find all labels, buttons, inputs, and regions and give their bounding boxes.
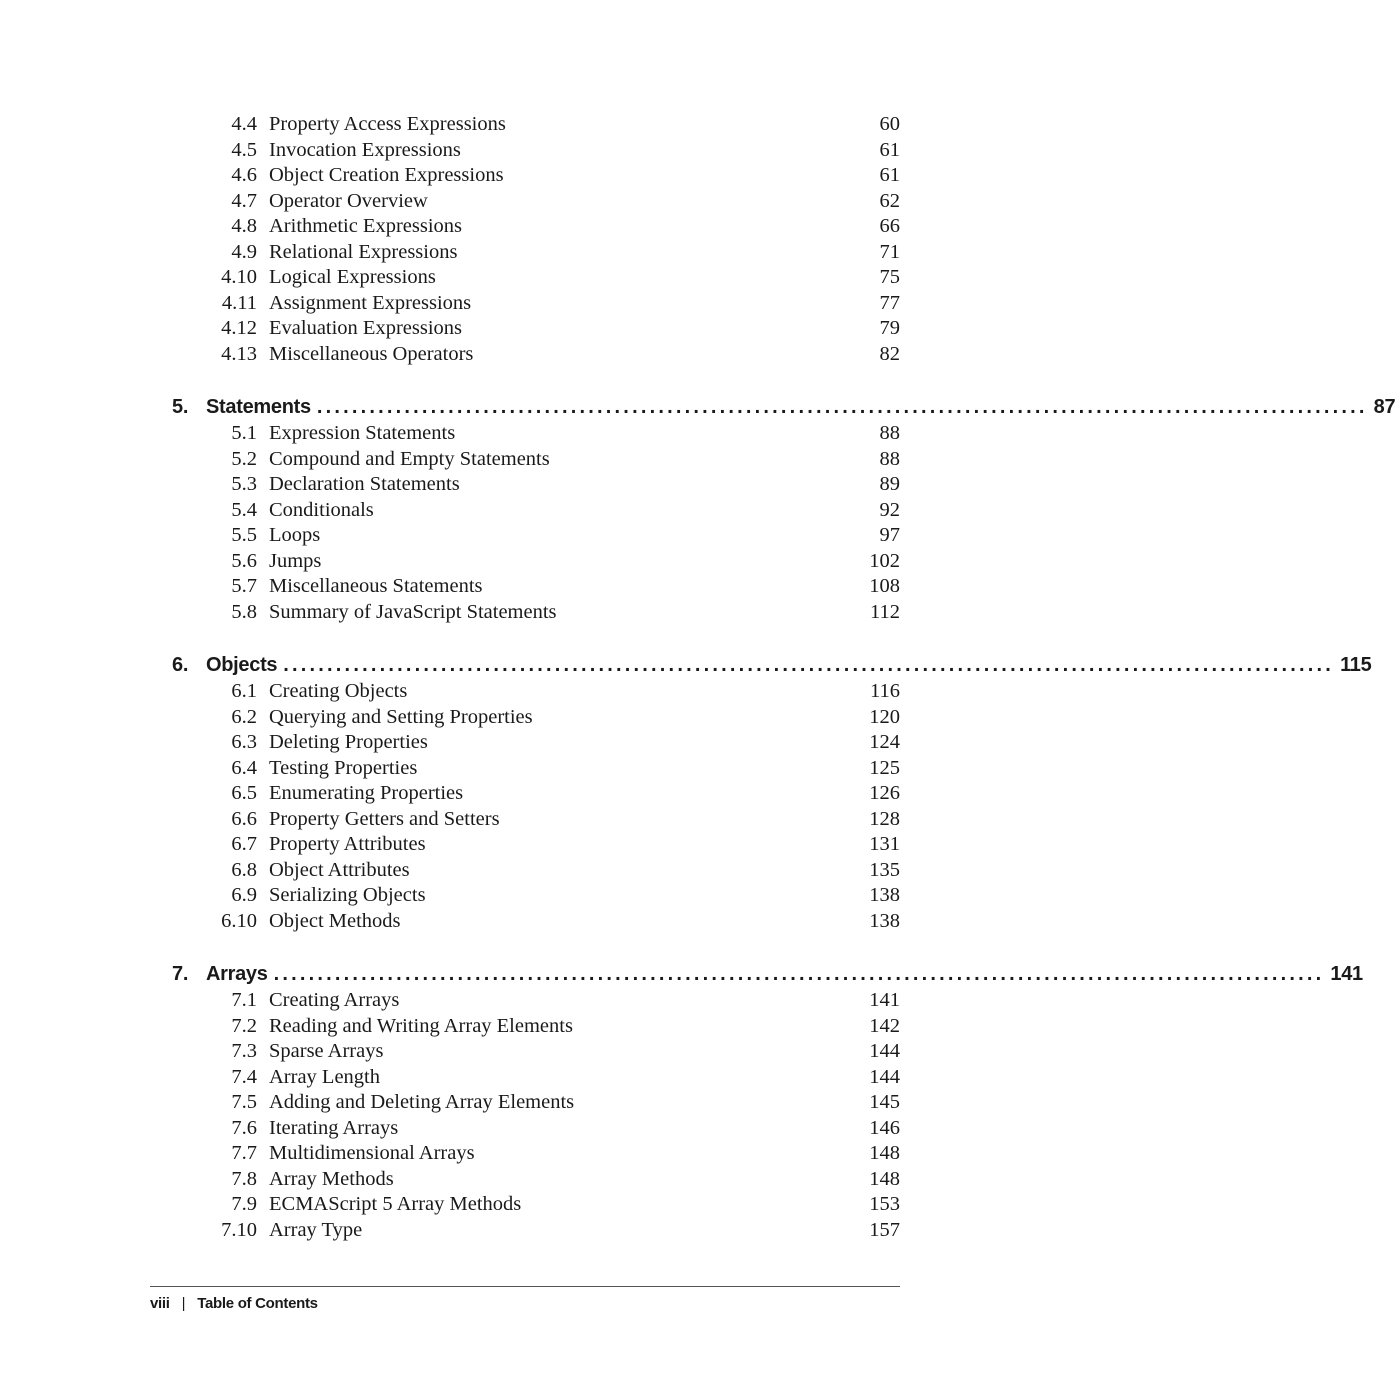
toc-section-row	[150, 265, 900, 291]
toc-section-row	[150, 421, 900, 447]
section-title: Object Creation Expressions	[269, 164, 504, 186]
section-page-number: 75	[879, 266, 900, 288]
toc-section-row	[150, 781, 900, 807]
section-title: Loops	[269, 524, 321, 546]
section-number: 6.3	[231, 731, 257, 753]
section-title: Object Attributes	[269, 858, 410, 881]
section-number: 6.9	[231, 884, 257, 906]
section-page-number: 112	[870, 600, 900, 623]
chapter-title: Objects	[206, 654, 278, 676]
toc-chapter-row	[150, 961, 1363, 988]
toc-section-row	[150, 163, 900, 189]
table-of-contents	[150, 112, 1395, 1243]
section-title: Declaration Statements	[269, 473, 460, 495]
section-title: Array Type	[269, 1218, 363, 1241]
section-number: 7.4	[231, 1065, 257, 1088]
section-number: 7.7	[231, 1142, 257, 1164]
section-title: Serializing Objects	[269, 884, 426, 906]
section-number: 7.1	[231, 989, 257, 1011]
section-page-number: 148	[869, 1167, 900, 1190]
toc-section-row	[150, 1167, 900, 1193]
toc-section-row	[150, 498, 900, 524]
section-title: Property Attributes	[269, 833, 426, 855]
toc-section-row	[150, 600, 900, 626]
footer-page-number: viii	[150, 1295, 170, 1312]
section-number: 4.11	[221, 291, 257, 314]
toc-section-row	[150, 1039, 900, 1065]
section-number: 4.9	[231, 240, 257, 263]
section-title: Array Length	[269, 1065, 380, 1088]
toc-section-row	[150, 883, 900, 909]
chapter-title: Arrays	[206, 963, 268, 985]
section-title: Enumerating Properties	[269, 782, 464, 804]
section-title: Querying and Setting Properties	[269, 705, 533, 728]
toc-section-row	[150, 705, 900, 731]
toc-section-row	[150, 447, 900, 473]
toc-section-row	[150, 1218, 900, 1244]
section-page-number: 60	[879, 113, 900, 135]
section-page-number: 97	[879, 524, 900, 546]
section-number: 4.6	[231, 164, 257, 186]
section-title: Property Getters and Setters	[269, 807, 500, 830]
section-number: 6.5	[231, 782, 257, 804]
section-number: 4.5	[231, 138, 257, 161]
section-number: 5.1	[231, 422, 257, 444]
toc-section-row	[150, 807, 900, 833]
section-number: 7.6	[231, 1116, 257, 1139]
toc-section-row	[150, 988, 900, 1014]
toc-section-row	[150, 342, 900, 368]
section-title: Expression Statements	[269, 422, 456, 444]
section-page-number: 126	[869, 782, 900, 804]
section-page-number: 108	[869, 575, 900, 597]
section-page-number: 131	[869, 833, 900, 855]
section-page-number: 138	[869, 909, 900, 932]
section-title: ECMAScript 5 Array Methods	[269, 1193, 522, 1215]
section-number: 5.8	[231, 600, 257, 623]
dot-leader: ........................................................................................................................	[283, 654, 1335, 676]
section-number: 6.4	[231, 756, 257, 779]
toc-section-row	[150, 1116, 900, 1142]
section-page-number: 135	[869, 858, 900, 881]
section-page-number: 82	[879, 342, 900, 365]
section-page-number: 79	[879, 317, 900, 339]
section-number: 5.7	[231, 575, 257, 597]
section-title: Creating Objects	[269, 680, 408, 702]
toc-section-row	[150, 909, 900, 935]
toc-section-row	[150, 112, 900, 138]
toc-section-row	[150, 214, 900, 240]
section-number: 4.4	[231, 113, 257, 135]
section-title: Sparse Arrays	[269, 1040, 384, 1062]
section-number: 4.12	[221, 317, 257, 339]
section-number: 6.8	[231, 858, 257, 881]
section-page-number: 138	[869, 884, 900, 906]
toc-section-row	[150, 549, 900, 575]
footer-title: Table of Contents	[197, 1295, 318, 1312]
section-title: Summary of JavaScript Statements	[269, 600, 557, 623]
section-page-number: 153	[869, 1193, 900, 1215]
section-number: 7.2	[231, 1014, 257, 1037]
section-title: Miscellaneous Statements	[269, 575, 483, 597]
toc-section-row	[150, 730, 900, 756]
section-number: 7.9	[231, 1193, 257, 1215]
section-title: Operator Overview	[269, 189, 428, 212]
section-title: Multidimensional Arrays	[269, 1142, 475, 1164]
chapter-number: 7.	[172, 963, 189, 985]
section-page-number: 77	[879, 291, 900, 314]
toc-section-row	[150, 679, 900, 705]
section-page-number: 144	[869, 1040, 900, 1062]
footer-text	[150, 1295, 318, 1312]
section-page-number: 124	[869, 731, 900, 753]
toc-section-row	[150, 523, 900, 549]
toc-section-row	[150, 1014, 900, 1040]
section-page-number: 128	[869, 807, 900, 830]
section-page-number: 66	[879, 215, 900, 237]
chapter-number: 6.	[172, 654, 189, 676]
section-title: Iterating Arrays	[269, 1116, 399, 1139]
section-title: Array Methods	[269, 1167, 394, 1190]
section-number: 7.8	[231, 1167, 257, 1190]
section-number: 6.2	[231, 705, 257, 728]
toc-section-row	[150, 1065, 900, 1091]
section-page-number: 92	[879, 498, 900, 521]
section-number: 4.13	[221, 342, 257, 365]
dot-leader: ........................................................................................................................	[273, 963, 1325, 985]
page-footer	[150, 1286, 900, 1312]
toc-section-row	[150, 240, 900, 266]
chapter-page-number: 87	[1373, 396, 1395, 418]
section-title: Object Methods	[269, 909, 401, 932]
toc-chapter-row	[150, 394, 1395, 421]
chapter-page-number: 141	[1330, 963, 1363, 985]
section-page-number: 125	[869, 756, 900, 779]
section-number: 5.2	[231, 447, 257, 470]
chapter-page-number: 115	[1340, 654, 1372, 676]
section-title: Testing Properties	[269, 756, 418, 779]
toc-section-row	[150, 189, 900, 215]
section-title: Creating Arrays	[269, 989, 400, 1011]
section-page-number: 71	[879, 240, 900, 263]
toc-section-row	[150, 858, 900, 884]
section-title: Property Access Expressions	[269, 113, 506, 135]
section-title: Arithmetic Expressions	[269, 215, 463, 237]
toc-section-row	[150, 1192, 900, 1218]
section-number: 4.7	[231, 189, 257, 212]
toc-chapter-row	[150, 652, 1372, 679]
section-number: 7.3	[231, 1040, 257, 1062]
section-page-number: 102	[869, 549, 900, 572]
section-number: 4.10	[221, 266, 257, 288]
section-page-number: 88	[879, 422, 900, 444]
section-number: 6.1	[231, 680, 257, 702]
section-page-number: 116	[870, 680, 900, 702]
section-number: 6.10	[221, 909, 257, 932]
section-title: Compound and Empty Statements	[269, 447, 550, 470]
chapter-title: Statements	[206, 396, 311, 418]
section-page-number: 141	[869, 989, 900, 1011]
section-page-number: 157	[869, 1218, 900, 1241]
section-number: 7.10	[221, 1218, 257, 1241]
section-page-number: 89	[879, 473, 900, 495]
section-page-number: 145	[869, 1091, 900, 1113]
toc-section-row	[150, 472, 900, 498]
dot-leader: ........................................................................................................................	[316, 396, 1368, 418]
section-number: 6.7	[231, 833, 257, 855]
section-number: 4.8	[231, 215, 257, 237]
footer-separator: |	[181, 1295, 186, 1312]
toc-section-row	[150, 316, 900, 342]
section-page-number: 142	[869, 1014, 900, 1037]
section-title: Relational Expressions	[269, 240, 458, 263]
section-number: 5.6	[231, 549, 257, 572]
toc-section-row	[150, 138, 900, 164]
section-title: Deleting Properties	[269, 731, 428, 753]
toc-section-row	[150, 832, 900, 858]
toc-section-row	[150, 756, 900, 782]
section-number: 7.5	[231, 1091, 257, 1113]
toc-section-row	[150, 1090, 900, 1116]
toc-section-row	[150, 291, 900, 317]
section-page-number: 146	[869, 1116, 900, 1139]
section-page-number: 62	[879, 189, 900, 212]
section-number: 5.5	[231, 524, 257, 546]
section-title: Evaluation Expressions	[269, 317, 463, 339]
section-page-number: 88	[879, 447, 900, 470]
section-page-number: 61	[879, 164, 900, 186]
section-title: Miscellaneous Operators	[269, 342, 474, 365]
section-title: Invocation Expressions	[269, 138, 461, 161]
section-number: 6.6	[231, 807, 257, 830]
section-page-number: 120	[869, 705, 900, 728]
section-title: Conditionals	[269, 498, 374, 521]
toc-section-row	[150, 1141, 900, 1167]
section-number: 5.3	[231, 473, 257, 495]
section-title: Reading and Writing Array Elements	[269, 1014, 573, 1037]
section-title: Assignment Expressions	[269, 291, 472, 314]
chapter-number: 5.	[172, 396, 189, 418]
section-title: Logical Expressions	[269, 266, 436, 288]
section-title: Adding and Deleting Array Elements	[269, 1091, 575, 1113]
section-number: 5.4	[231, 498, 257, 521]
toc-section-row	[150, 574, 900, 600]
section-page-number: 144	[869, 1065, 900, 1088]
section-title: Jumps	[269, 549, 322, 572]
section-page-number: 148	[869, 1142, 900, 1164]
section-page-number: 61	[879, 138, 900, 161]
